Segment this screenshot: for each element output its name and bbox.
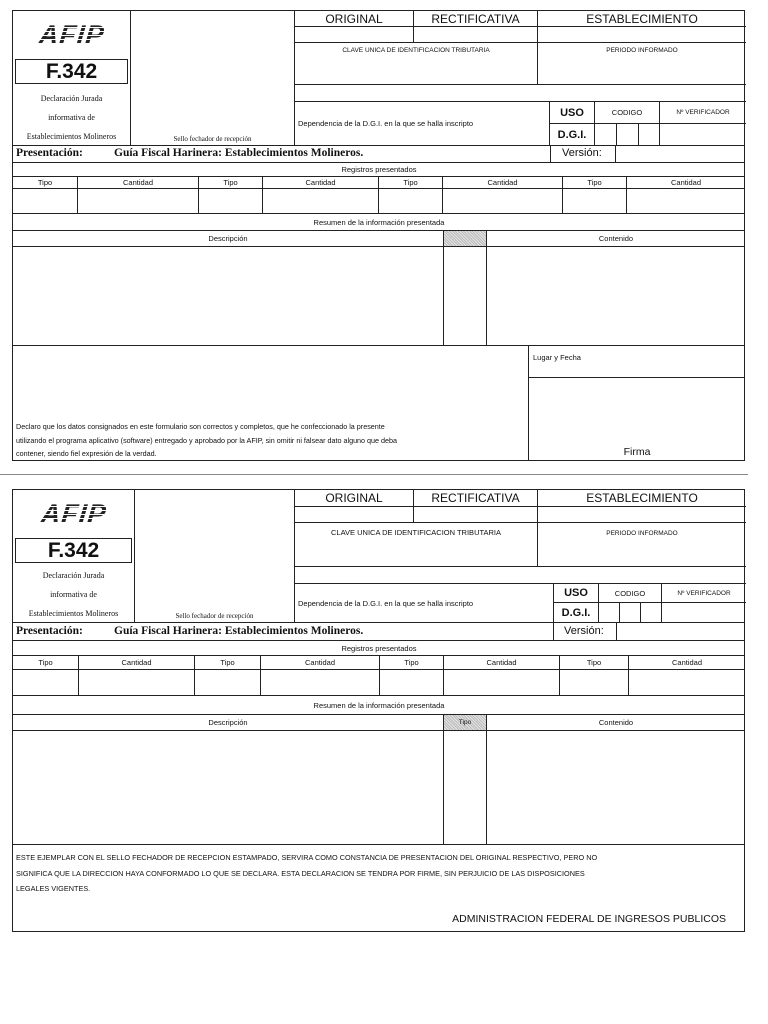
subtitle-line-1: Declaración Jurada bbox=[42, 571, 105, 580]
declaration-line-2: utilizando el programa aplicativo (software) entregado y aprobado por la AFIP, sin omitir ni falsear dato alguno que deba bbox=[16, 435, 398, 445]
registros-header-tipo-4: Tipo bbox=[563, 177, 627, 189]
registros-cell[interactable] bbox=[443, 189, 563, 214]
declaration-line-3: contener, siendo fiel expresión de la verdad. bbox=[16, 449, 157, 458]
descripcion-area[interactable] bbox=[13, 247, 444, 346]
registros-header-cantidad-4: Cantidad bbox=[627, 177, 745, 189]
afip-logo-text: AFIP bbox=[37, 19, 106, 50]
registros-cell[interactable] bbox=[199, 189, 263, 214]
presentacion-value: Guía Fiscal Harinera: Establecimientos Molineros. bbox=[114, 625, 364, 637]
registros-cell[interactable] bbox=[627, 189, 745, 214]
registros-title: Registros presentados bbox=[13, 163, 745, 177]
registros-header-cantidad-2: Cantidad bbox=[261, 656, 380, 670]
dependencia-field[interactable] bbox=[295, 102, 550, 145]
declaration-text bbox=[16, 420, 526, 461]
presentacion-row bbox=[13, 145, 745, 163]
dgi-label: D.G.I. bbox=[554, 603, 599, 622]
tab-rectificativa[interactable]: RECTIFICATIVA bbox=[414, 490, 538, 507]
codigo-label: CODIGO bbox=[599, 584, 662, 603]
blank-row[interactable] bbox=[295, 567, 746, 584]
notice-line-3: LEGALES VIGENTES. bbox=[16, 884, 91, 893]
tab-establecimiento[interactable]: ESTABLECIMIENTO bbox=[538, 490, 746, 507]
stamp-area bbox=[134, 490, 294, 622]
blank-row[interactable] bbox=[295, 85, 746, 102]
cuit-field[interactable] bbox=[295, 43, 538, 85]
declaration-box bbox=[13, 346, 529, 460]
subtitle-line-2: informativa de bbox=[50, 590, 97, 599]
establecimiento-field[interactable] bbox=[538, 27, 746, 43]
registros-header-tipo-2: Tipo bbox=[195, 656, 261, 670]
afip-logo-text: AFIP bbox=[39, 498, 108, 529]
subtitle-line-3: Establecimientos Molineros bbox=[28, 609, 119, 618]
verificador-label: Nº VERIFICADOR bbox=[660, 102, 746, 124]
form-number: F.342 bbox=[15, 59, 128, 84]
dgi-label: D.G.I. bbox=[550, 124, 595, 145]
verificador-label: Nº VERIFICADOR bbox=[662, 584, 746, 603]
registros-header-cantidad-3: Cantidad bbox=[443, 177, 563, 189]
registros-cell[interactable] bbox=[379, 189, 443, 214]
codigo-digit-1[interactable] bbox=[595, 124, 617, 145]
original-checkbox[interactable] bbox=[295, 27, 414, 43]
dependencia-label: Dependencia de la D.G.I. en la que se halla inscripto bbox=[298, 598, 474, 608]
periodo-label: PERIODO INFORMADO bbox=[606, 530, 678, 537]
rectificativa-checkbox[interactable] bbox=[414, 507, 538, 523]
registros-header-tipo-1: Tipo bbox=[13, 177, 78, 189]
original-checkbox[interactable] bbox=[295, 507, 414, 523]
registros-cell[interactable] bbox=[560, 670, 629, 696]
contenido-header: Contenido bbox=[487, 715, 745, 731]
registros-cell[interactable] bbox=[79, 670, 195, 696]
registros-header-cantidad-4: Cantidad bbox=[629, 656, 745, 670]
registros-table bbox=[13, 177, 745, 215]
declaration-line-1: Declaro que los datos consignados en este formulario son correctos y completos, que he confeccionado la presente bbox=[16, 422, 385, 431]
footer-agency: ADMINISTRACION FEDERAL DE INGRESOS PUBLICOS bbox=[452, 913, 726, 925]
resumen-title: Resumen de la información presentada bbox=[13, 215, 745, 231]
periodo-field[interactable] bbox=[538, 523, 746, 567]
codigo-digit-2[interactable] bbox=[617, 124, 639, 145]
form-original bbox=[12, 10, 745, 461]
registros-cell[interactable] bbox=[78, 189, 199, 214]
presentacion-value: Guía Fiscal Harinera: Establecimientos Molineros. bbox=[114, 147, 364, 159]
tipo-area[interactable] bbox=[444, 247, 487, 346]
registros-header-cantidad-1: Cantidad bbox=[79, 656, 195, 670]
header-right bbox=[294, 490, 745, 622]
presentacion-label: Presentación: bbox=[16, 625, 83, 637]
header-right bbox=[294, 11, 745, 145]
contenido-area[interactable] bbox=[487, 731, 745, 845]
form-subtitle bbox=[13, 89, 130, 147]
contenido-area[interactable] bbox=[487, 247, 745, 346]
registros-table bbox=[13, 656, 745, 697]
verificador-field[interactable] bbox=[660, 124, 746, 145]
tipo-header bbox=[444, 231, 487, 247]
registros-cell[interactable] bbox=[13, 189, 78, 214]
form-number: F.342 bbox=[15, 538, 132, 563]
registros-cell[interactable] bbox=[444, 670, 560, 696]
version-cell bbox=[553, 623, 745, 640]
notice-line-2: SIGNIFICA QUE LA DIRECCION HAYA CONFORMADO LO QUE SE DECLARA. ESTA DECLARACION SE TENDRA POR FIRME, SIN PERJUICIO DE LAS DISPOSICIONES bbox=[16, 868, 585, 878]
codigo-digit-2[interactable] bbox=[620, 603, 641, 622]
verificador-field[interactable] bbox=[662, 603, 746, 622]
version-field[interactable] bbox=[615, 146, 746, 162]
descripcion-area[interactable] bbox=[13, 731, 444, 845]
registros-cell[interactable] bbox=[563, 189, 627, 214]
registros-cell[interactable] bbox=[263, 189, 379, 214]
presentacion-row bbox=[13, 622, 745, 641]
registros-header-cantidad-2: Cantidad bbox=[263, 177, 379, 189]
cuit-label: CLAVE UNICA DE IDENTIFICACION TRIBUTARIA bbox=[330, 528, 502, 537]
version-label: Versión: bbox=[562, 147, 602, 159]
afip-logo bbox=[13, 490, 134, 538]
afip-logo bbox=[13, 11, 130, 59]
tab-original[interactable]: ORIGINAL bbox=[295, 490, 414, 507]
registros-header-cantidad-1: Cantidad bbox=[78, 177, 199, 189]
cuit-field[interactable] bbox=[295, 523, 538, 567]
version-label: Versión: bbox=[564, 625, 604, 637]
version-field[interactable] bbox=[616, 623, 746, 640]
uso-label: USO bbox=[550, 102, 595, 124]
tab-establecimiento[interactable]: ESTABLECIMIENTO bbox=[538, 11, 746, 27]
registros-header-cantidad-3: Cantidad bbox=[444, 656, 560, 670]
codigo-digit-1[interactable] bbox=[599, 603, 620, 622]
codigo-digit-3[interactable] bbox=[639, 124, 660, 145]
codigo-label: CODIGO bbox=[595, 102, 660, 124]
version-cell bbox=[550, 146, 745, 162]
notice-text bbox=[16, 850, 742, 897]
stamp-label: Sello fechador de recepción bbox=[175, 612, 254, 620]
resumen-title: Resumen de la información presentada bbox=[13, 697, 745, 715]
codigo-digit-3[interactable] bbox=[641, 603, 662, 622]
tab-original[interactable]: ORIGINAL bbox=[295, 11, 414, 27]
tipo-area[interactable] bbox=[444, 731, 487, 845]
lugar-fecha-label: Lugar y Fecha bbox=[533, 353, 581, 362]
establecimiento-field[interactable] bbox=[538, 507, 746, 523]
periodo-label: PERIODO INFORMADO bbox=[606, 47, 678, 54]
firma-field[interactable] bbox=[529, 378, 745, 460]
stamp-area bbox=[130, 11, 294, 145]
registros-header-tipo-2: Tipo bbox=[199, 177, 263, 189]
descripcion-header: Descripción bbox=[13, 231, 444, 247]
cuit-label: CLAVE UNICA DE IDENTIFICACION TRIBUTARIA bbox=[342, 47, 490, 54]
tab-rectificativa[interactable]: RECTIFICATIVA bbox=[414, 11, 538, 27]
dependencia-field[interactable] bbox=[295, 584, 554, 622]
subtitle-line-1: Declaración Jurada bbox=[40, 94, 103, 103]
presentacion-label: Presentación: bbox=[16, 147, 83, 159]
registros-title: Registros presentados bbox=[13, 641, 745, 656]
registros-cell[interactable] bbox=[380, 670, 444, 696]
lugar-fecha-field[interactable] bbox=[529, 346, 745, 378]
rectificativa-checkbox[interactable] bbox=[414, 27, 538, 43]
stamp-label: Sello fechador de recepción bbox=[173, 135, 252, 143]
registros-header-tipo-4: Tipo bbox=[560, 656, 629, 670]
firma-label: Firma bbox=[623, 446, 651, 458]
form-subtitle bbox=[13, 566, 134, 624]
notice-line-1: ESTE EJEMPLAR CON EL SELLO FECHADOR DE RECEPCION ESTAMPADO, SERVIRA COMO CONSTANCIA DE PRESENTACION DEL ORIGINAL RESPECTIVO, PERO NO bbox=[16, 853, 598, 862]
periodo-field[interactable] bbox=[538, 43, 746, 85]
registros-header-tipo-1: Tipo bbox=[13, 656, 79, 670]
dependencia-label: Dependencia de la D.G.I. en la que se halla inscripto bbox=[298, 119, 474, 128]
registros-cell[interactable] bbox=[629, 670, 745, 696]
registros-header-tipo-3: Tipo bbox=[379, 177, 443, 189]
registros-header-tipo-3: Tipo bbox=[380, 656, 444, 670]
page-separator bbox=[0, 474, 748, 475]
tipo-header: Tipo bbox=[444, 715, 487, 731]
registros-cell[interactable] bbox=[13, 670, 79, 696]
registros-cell[interactable] bbox=[195, 670, 261, 696]
subtitle-line-3: Establecimientos Molineros bbox=[26, 132, 117, 141]
contenido-header: Contenido bbox=[487, 231, 745, 247]
form-duplicado bbox=[12, 489, 745, 932]
subtitle-line-2: informativa de bbox=[48, 113, 95, 122]
uso-label: USO bbox=[554, 584, 599, 603]
registros-cell[interactable] bbox=[261, 670, 380, 696]
descripcion-header: Descripción bbox=[13, 715, 444, 731]
